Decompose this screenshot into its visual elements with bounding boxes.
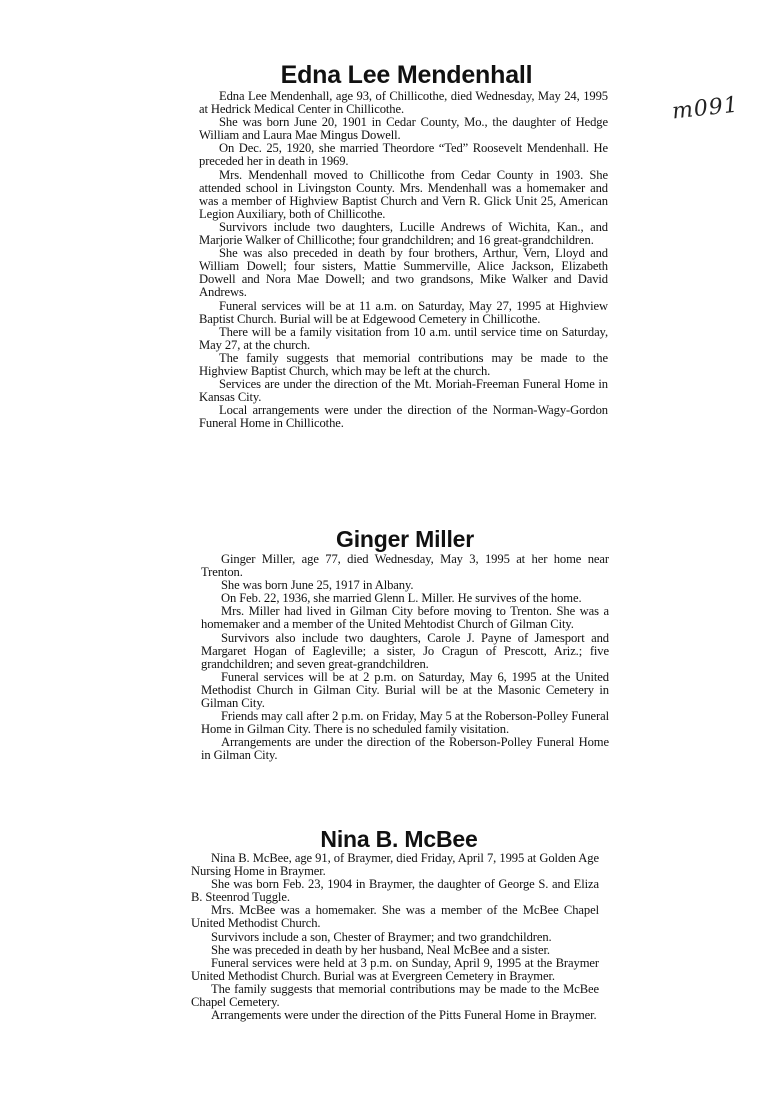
obituary-paragraph: Nina B. McBee, age 91, of Braymer, died Friday, April 7, 1995 at Golden Age Nursing Home in Braymer.: [191, 851, 599, 879]
obituary-edna-lee-mendenhall: [199, 60, 608, 430]
obituary-heading: Edna Lee Mendenhall: [280, 61, 533, 89]
obituary-paragraph: Survivors include two daughters, Lucille Andrews of Wichita, Kan., and Marjorie Walker of Chillicothe; four grandchildren; and 16 great-grandchildren.: [199, 219, 608, 248]
obituary-paragraph: Mrs. Mendenhall moved to Chillicothe from Cedar County in 1903. She attended school in Livingston County. Mrs. Mendenhall was a homemaker and was a member of Highview Baptist Church and Vern R. Glick Unit 25, American Legion Auxiliary, both of Chillicothe.: [199, 167, 608, 221]
obituary-paragraph: Services are under the direction of the Mt. Moriah-Freeman Funeral Home in Kansas City.: [199, 377, 608, 405]
obituary-heading: Ginger Miller: [336, 526, 474, 552]
obituary-paragraph: The family suggests that memorial contributions may be made to the McBee Chapel Cemetery.: [191, 981, 599, 1010]
obituary-paragraph: Arrangements were under the direction of the Pitts Funeral Home in Braymer.: [211, 1008, 597, 1023]
obituary-paragraph: She was also preceded in death by four brothers, Arthur, Vern, Lloyd and William Dowell; four sisters, Mattie Summerville, Alice Jackson, Elizabeth Dowell and Nora Mae Dowell; and two grandsons, Mike Walker and David Andrews.: [199, 246, 608, 300]
obituary-paragraph: She was preceded in death by her husband, Neal McBee and a sister.: [211, 942, 550, 957]
handwritten-annotation: m091: [670, 92, 740, 125]
obituary-paragraph: She was born Feb. 23, 1904 in Braymer, the daughter of George S. and Eliza B. Steenrod Tuggle.: [191, 877, 599, 905]
obituary-heading: Nina B. McBee: [320, 826, 478, 852]
obituary-nina-b-mcbee: [191, 825, 599, 1022]
obituary-paragraph: Survivors also include two daughters, Carole J. Payne of Jamesport and Margaret Hogan of Eagleville; a sister, Jo Cragun of Prescott, Ariz.; five grandchildren; and seven great-grandchildren.: [201, 630, 609, 671]
obituary-ginger-miller: [201, 527, 609, 763]
obituary-paragraph: Funeral services will be at 2 p.m. on Saturday, May 6, 1995 at the United Methodist Church in Gilman City. Burial will be at the Masonic Cemetery in Gilman City.: [201, 669, 609, 711]
obituary-paragraph: On Feb. 22, 1936, she married Glenn L. Miller. He survives of the home.: [221, 591, 582, 606]
obituary-paragraph: On Dec. 25, 1920, she married Theordore “Ted” Roosevelt Mendenhall. He preceded her in death in 1969.: [199, 141, 608, 169]
obituary-paragraph: Mrs. Miller had lived in Gilman City before moving to Trenton. She was a homemaker and a member of the United Mehtodist Church of Gilman City.: [201, 604, 609, 632]
obituary-paragraph: Survivors include a son, Chester of Braymer; and two grandchildren.: [211, 929, 552, 944]
obituary-paragraph: Edna Lee Mendenhall, age 93, of Chillicothe, died Wednesday, May 24, 1995 at Hedrick Medical Center in Chillicothe.: [199, 89, 608, 117]
obituary-paragraph: Ginger Miller, age 77, died Wednesday, May 3, 1995 at her home near Trenton.: [201, 552, 609, 580]
obituary-paragraph: There will be a family visitation from 10 a.m. until service time on Saturday, May 27, at the church.: [199, 324, 608, 352]
obituary-paragraph: The family suggests that memorial contributions may be made to the Highview Baptist Church, which may be left at the church.: [199, 350, 608, 378]
obituary-paragraph: Friends may call after 2 p.m. on Friday, May 5 at the Roberson-Polley Funeral Home in Gilman City. There is no scheduled family visitation.: [201, 709, 609, 737]
obituary-paragraph: Funeral services will be at 11 a.m. on Saturday, May 27, 1995 at Highview Baptist Church. Burial will be at Edgewood Cemetery in Chillicothe.: [199, 298, 608, 326]
obituary-paragraph: She was born June 20, 1901 in Cedar County, Mo., the daughter of Hedge William and Laura Mae Mingus Dowell.: [199, 115, 608, 143]
obituary-paragraph: Arrangements are under the direction of the Roberson-Polley Funeral Home in Gilman City.: [201, 735, 609, 763]
obituary-paragraph: Mrs. McBee was a homemaker. She was a member of the McBee Chapel United Methodist Church.: [191, 903, 599, 931]
obituary-paragraph: Funeral services were held at 3 p.m. on Sunday, April 9, 1995 at the Braymer United Methodist Church. Burial was at Evergreen Cemetery in Braymer.: [191, 955, 599, 983]
obituary-paragraph: Local arrangements were under the direction of the Norman-Wagy-Gordon Funeral Home in Chillicothe.: [199, 403, 608, 431]
obituary-paragraph: She was born June 25, 1917 in Albany.: [221, 578, 414, 593]
